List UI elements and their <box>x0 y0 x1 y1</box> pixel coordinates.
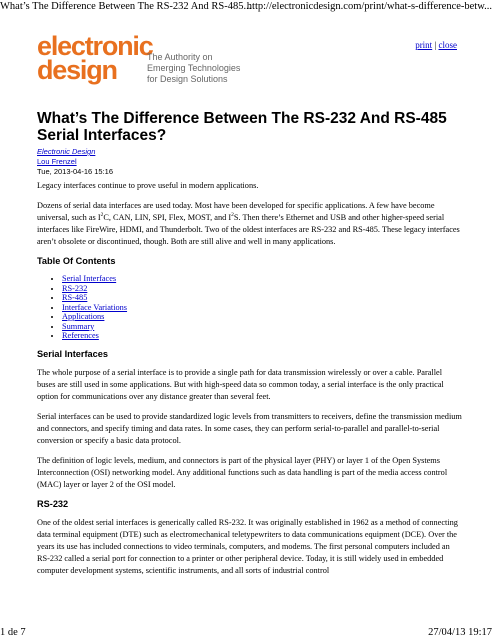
print-timestamp: 27/04/13 19:17 <box>428 627 492 638</box>
toc-item <box>62 322 462 332</box>
section-heading-serial-interfaces: Serial Interfaces <box>37 348 108 359</box>
toc-link-rs485[interactable]: RS-485 <box>62 293 88 302</box>
print-header <box>0 0 495 14</box>
close-link[interactable]: close <box>438 40 457 50</box>
toc-item <box>62 284 462 294</box>
article-body <box>37 180 462 585</box>
intro-text: Dozens of serial data interfaces are used today. Most have been developed for specific applications. A few have become universal, such as I <box>37 201 435 222</box>
electronic-design-logo <box>37 32 262 87</box>
author-link[interactable]: Lou Frenzel <box>37 157 77 166</box>
intro-paragraph <box>37 200 462 248</box>
print-footer <box>0 626 495 640</box>
intro-text: C, CAN, LIN, SPI, Flex, MOST, and I <box>103 213 232 222</box>
toc-link-interface-variations[interactable]: Interface Variations <box>62 302 128 312</box>
toc-item <box>62 331 462 341</box>
superscript: 2 <box>231 212 234 219</box>
article-summary: Legacy interfaces continue to prove useful in modern applications. <box>37 181 259 190</box>
table-of-contents <box>37 274 462 341</box>
toc-link-references[interactable]: References <box>62 331 99 340</box>
source-link[interactable]: Electronic Design <box>37 147 96 156</box>
paragraph: The definition of logic levels, medium, and connectors is part of the physical layer (PHY) or layer 1 of the Open Systems Interconnection (OSI) networking model. Any additional functions such as data handling is part of the media access control (MAC) layer or layer 2 of the OSI model. <box>37 455 448 489</box>
page-number: 1 de 7 <box>0 627 26 638</box>
tagline-line: for Design Solutions <box>147 74 228 84</box>
toc-link-summary[interactable]: Summary <box>62 321 95 331</box>
header-url: http://electronicdesign.com/print/what-s-difference-betw... <box>246 1 492 12</box>
section-heading-rs232: RS-232 <box>37 498 69 509</box>
toc-link-applications[interactable]: Applications <box>62 312 105 321</box>
paragraph: The whole purpose of a serial interface is to provide a single path for data transmission wirelessly or over a cable. Parallel buses are still used in some applications. But with high-speed data so common today, a serial interface is the only practical option for communications over any distance greater than several feet. <box>37 367 444 401</box>
header-page-title: What’s The Difference Between The RS-232 And RS-485... <box>0 1 252 12</box>
toc-item <box>62 312 462 322</box>
paragraph: Serial interfaces can be used to provide standardized logic levels from transmitters to receivers, define the transmission medium and connectors, and specify timing and data rates. In some cases, they can perform serial-to-parallel and parallel-to-serial conversion or specify a basic data protocol. <box>37 411 462 445</box>
tagline-line: The Authority on <box>147 52 213 62</box>
toc-item <box>62 274 462 284</box>
print-links <box>415 40 457 50</box>
toc-item <box>62 293 462 303</box>
article-title: What’s The Difference Between The RS-232 And RS-485 Serial Interfaces? <box>37 110 447 144</box>
toc-heading: Table Of Contents <box>37 256 116 266</box>
logo-word-electronic: electronic <box>37 31 153 61</box>
toc-link-serial-interfaces[interactable]: Serial Interfaces <box>62 274 117 283</box>
toc-item <box>62 303 462 313</box>
tagline-line: Emerging Technologies <box>147 63 241 73</box>
logo-tagline <box>147 52 240 85</box>
intro-text: S. Then there’s Ethernet and USB and other higher-speed serial interfaces like FireWire, HDMI, and Thunderbolt. Two of the oldest interfaces are RS-232 and RS-485. These legacy interfaces aren’t obsolete or discontinued, though. Both are still alive and well in many applications. <box>37 213 460 246</box>
paragraph: One of the oldest serial interfaces is generically called RS-232. It was originally established in 1962 as a method of connecting data terminal equipment (DTE) such as electromechanical teletypewriters to data communications equipment (DCE). Over the years its use has included connections to video terminals, computers, and modems. The first personal computers included an RS-232 called a serial port for connection to a printer or other peripheral device. Today, it is still widely used in embedded computer development systems, scientific instruments, and all sorts of industrial control <box>37 517 458 575</box>
print-link[interactable]: print <box>415 40 433 50</box>
article-date: Tue, 2013-04-16 15:16 <box>37 167 114 176</box>
print-links-separator: | <box>432 40 439 50</box>
toc-link-rs232[interactable]: RS-232 <box>62 283 88 293</box>
superscript: 2 <box>100 212 104 219</box>
article-meta <box>37 147 113 177</box>
logo-word-design: design <box>37 55 117 85</box>
